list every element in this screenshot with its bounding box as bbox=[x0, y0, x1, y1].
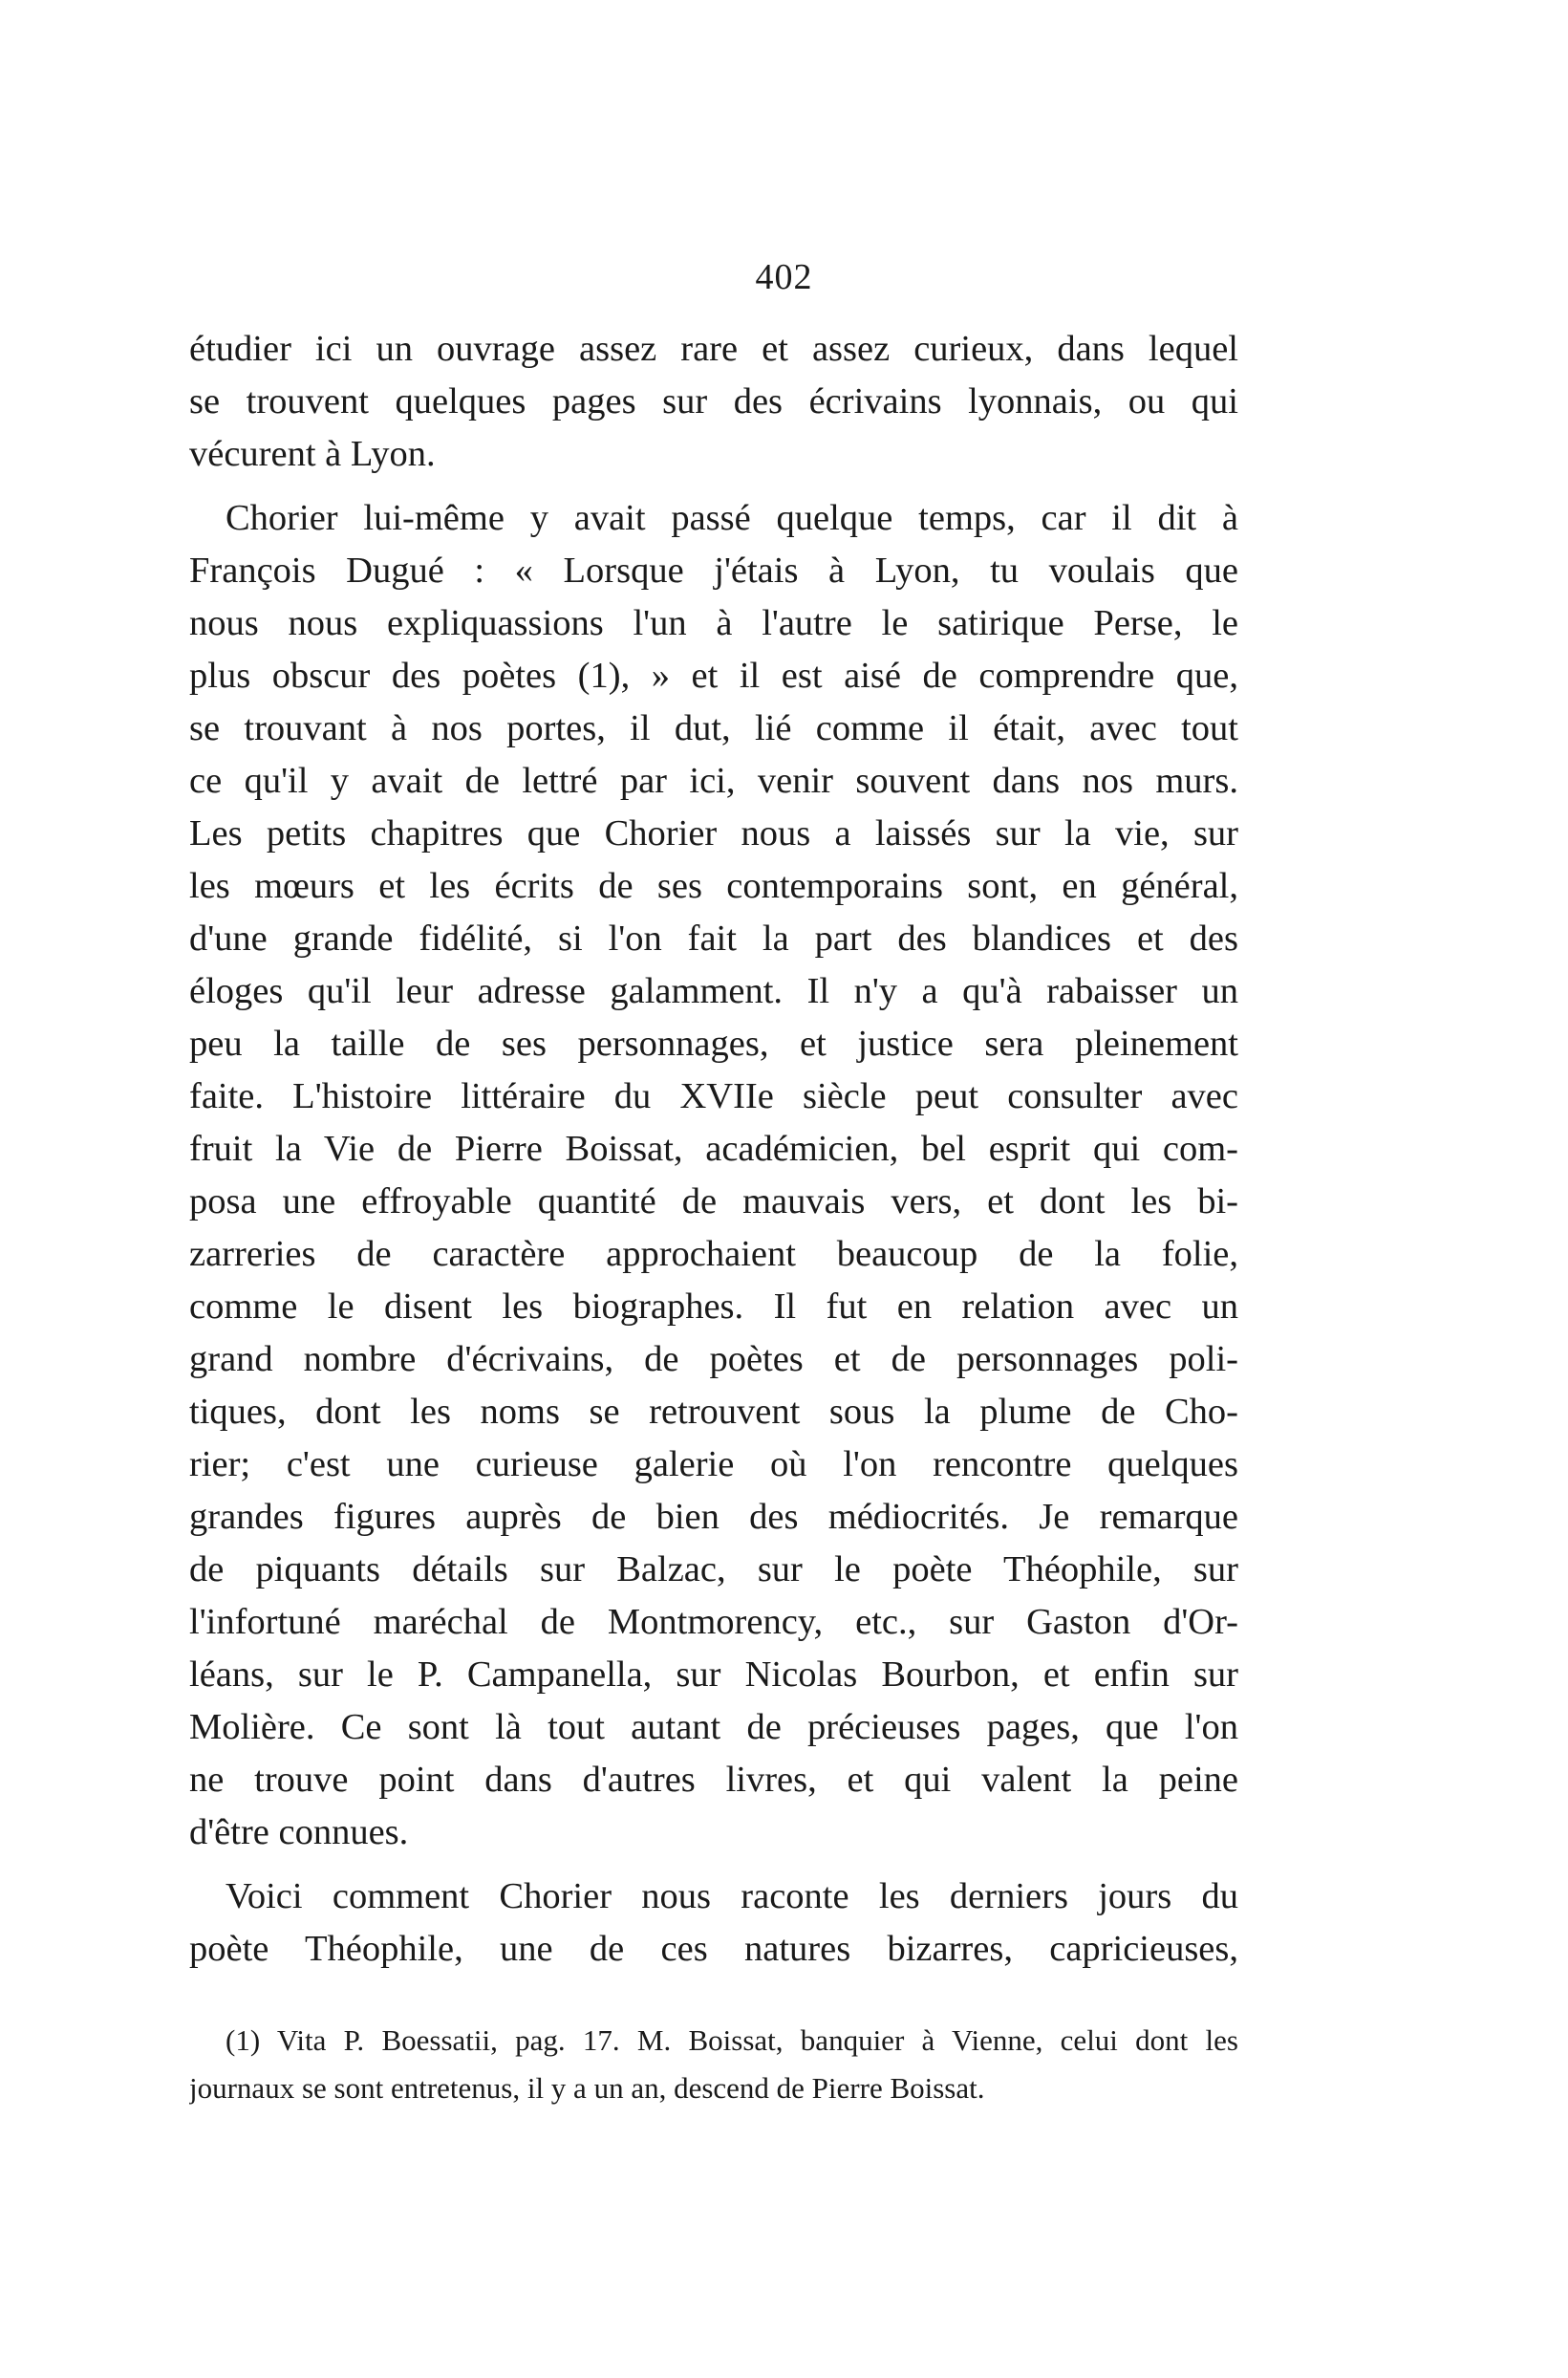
footnote bbox=[189, 2017, 1238, 2112]
body-text bbox=[189, 323, 1238, 1976]
text-line: posa une effroyable quantité de mauvais vers, et dont les bi- bbox=[189, 1181, 1238, 1221]
text-line: vécurent à Lyon. bbox=[189, 434, 436, 474]
text-line: plus obscur des poètes (1), » et il est aisé de comprendre que, bbox=[189, 656, 1238, 696]
paragraph-1 bbox=[189, 323, 1238, 481]
text-line: éloges qu'il leur adresse galamment. Il n'y a qu'à rabaisser un bbox=[189, 971, 1238, 1011]
text-line: faite. L'histoire littéraire du XVIIe siècle peut consulter avec bbox=[189, 1076, 1238, 1116]
text-line: poète Théophile, une de ces natures bizarres, capricieuses, bbox=[189, 1929, 1238, 1969]
text-line: d'être connues. bbox=[189, 1812, 409, 1852]
text-line: de piquants détails sur Balzac, sur le poète Théophile, sur bbox=[189, 1549, 1238, 1589]
text-line: zarreries de caractère approchaient beaucoup de la folie, bbox=[189, 1234, 1238, 1274]
text-line: Voici comment Chorier nous raconte les derniers jours du bbox=[226, 1876, 1238, 1916]
text-line: rier; c'est une curieuse galerie où l'on rencontre quelques bbox=[189, 1444, 1238, 1484]
paragraph-3 bbox=[189, 1870, 1238, 1976]
text-line: ce qu'il y avait de lettré par ici, venir souvent dans nos murs. bbox=[189, 761, 1238, 801]
text-line: comme le disent les biographes. Il fut en relation avec un bbox=[189, 1286, 1238, 1327]
text-line: les mœurs et les écrits de ses contemporains sont, en général, bbox=[189, 866, 1238, 906]
text-line: fruit la Vie de Pierre Boissat, académicien, bel esprit qui com- bbox=[189, 1129, 1238, 1169]
text-line: grandes figures auprès de bien des médiocrités. Je remarque bbox=[189, 1497, 1238, 1537]
text-line: se trouvent quelques pages sur des écrivains lyonnais, ou qui bbox=[189, 381, 1238, 422]
text-line: Chorier lui-même y avait passé quelque temps, car il dit à bbox=[226, 498, 1238, 538]
text-line: tiques, dont les noms se retrouvent sous la plume de Cho- bbox=[189, 1392, 1238, 1432]
text-line: léans, sur le P. Campanella, sur Nicolas Bourbon, et enfin sur bbox=[189, 1654, 1238, 1695]
text-line: se trouvant à nos portes, il dut, lié comme il était, avec tout bbox=[189, 708, 1238, 748]
paragraph-gap bbox=[189, 1859, 1238, 1870]
text-line: nous nous expliquassions l'un à l'autre le satirique Perse, le bbox=[189, 603, 1238, 643]
footnote-line: journaux se sont entretenus, il y a un an, descend de Pierre Boissat. bbox=[189, 2071, 985, 2105]
paragraph-2 bbox=[189, 492, 1238, 1859]
text-line: ne trouve point dans d'autres livres, et qui valent la peine bbox=[189, 1760, 1238, 1800]
text-line: d'une grande fidélité, si l'on fait la part des blandices et des bbox=[189, 919, 1238, 959]
text-line: étudier ici un ouvrage assez rare et assez curieux, dans lequel bbox=[189, 329, 1238, 369]
footnote-line: (1) Vita P. Boessatii, pag. 17. M. Boissat, banquier à Vienne, celui dont les bbox=[226, 2023, 1238, 2057]
text-line: peu la taille de ses personnages, et justice sera pleinement bbox=[189, 1024, 1238, 1064]
text-line: François Dugué : « Lorsque j'étais à Lyon, tu voulais que bbox=[189, 551, 1238, 591]
text-line: Molière. Ce sont là tout autant de précieuses pages, que l'on bbox=[189, 1707, 1238, 1747]
text-line: l'infortuné maréchal de Montmorency, etc., sur Gaston d'Or- bbox=[189, 1602, 1238, 1642]
text-line: Les petits chapitres que Chorier nous a laissés sur la vie, sur bbox=[189, 813, 1238, 854]
text-line: grand nombre d'écrivains, de poètes et de personnages poli- bbox=[189, 1339, 1238, 1379]
page-number: 402 bbox=[755, 257, 813, 297]
paragraph-gap bbox=[189, 481, 1238, 492]
